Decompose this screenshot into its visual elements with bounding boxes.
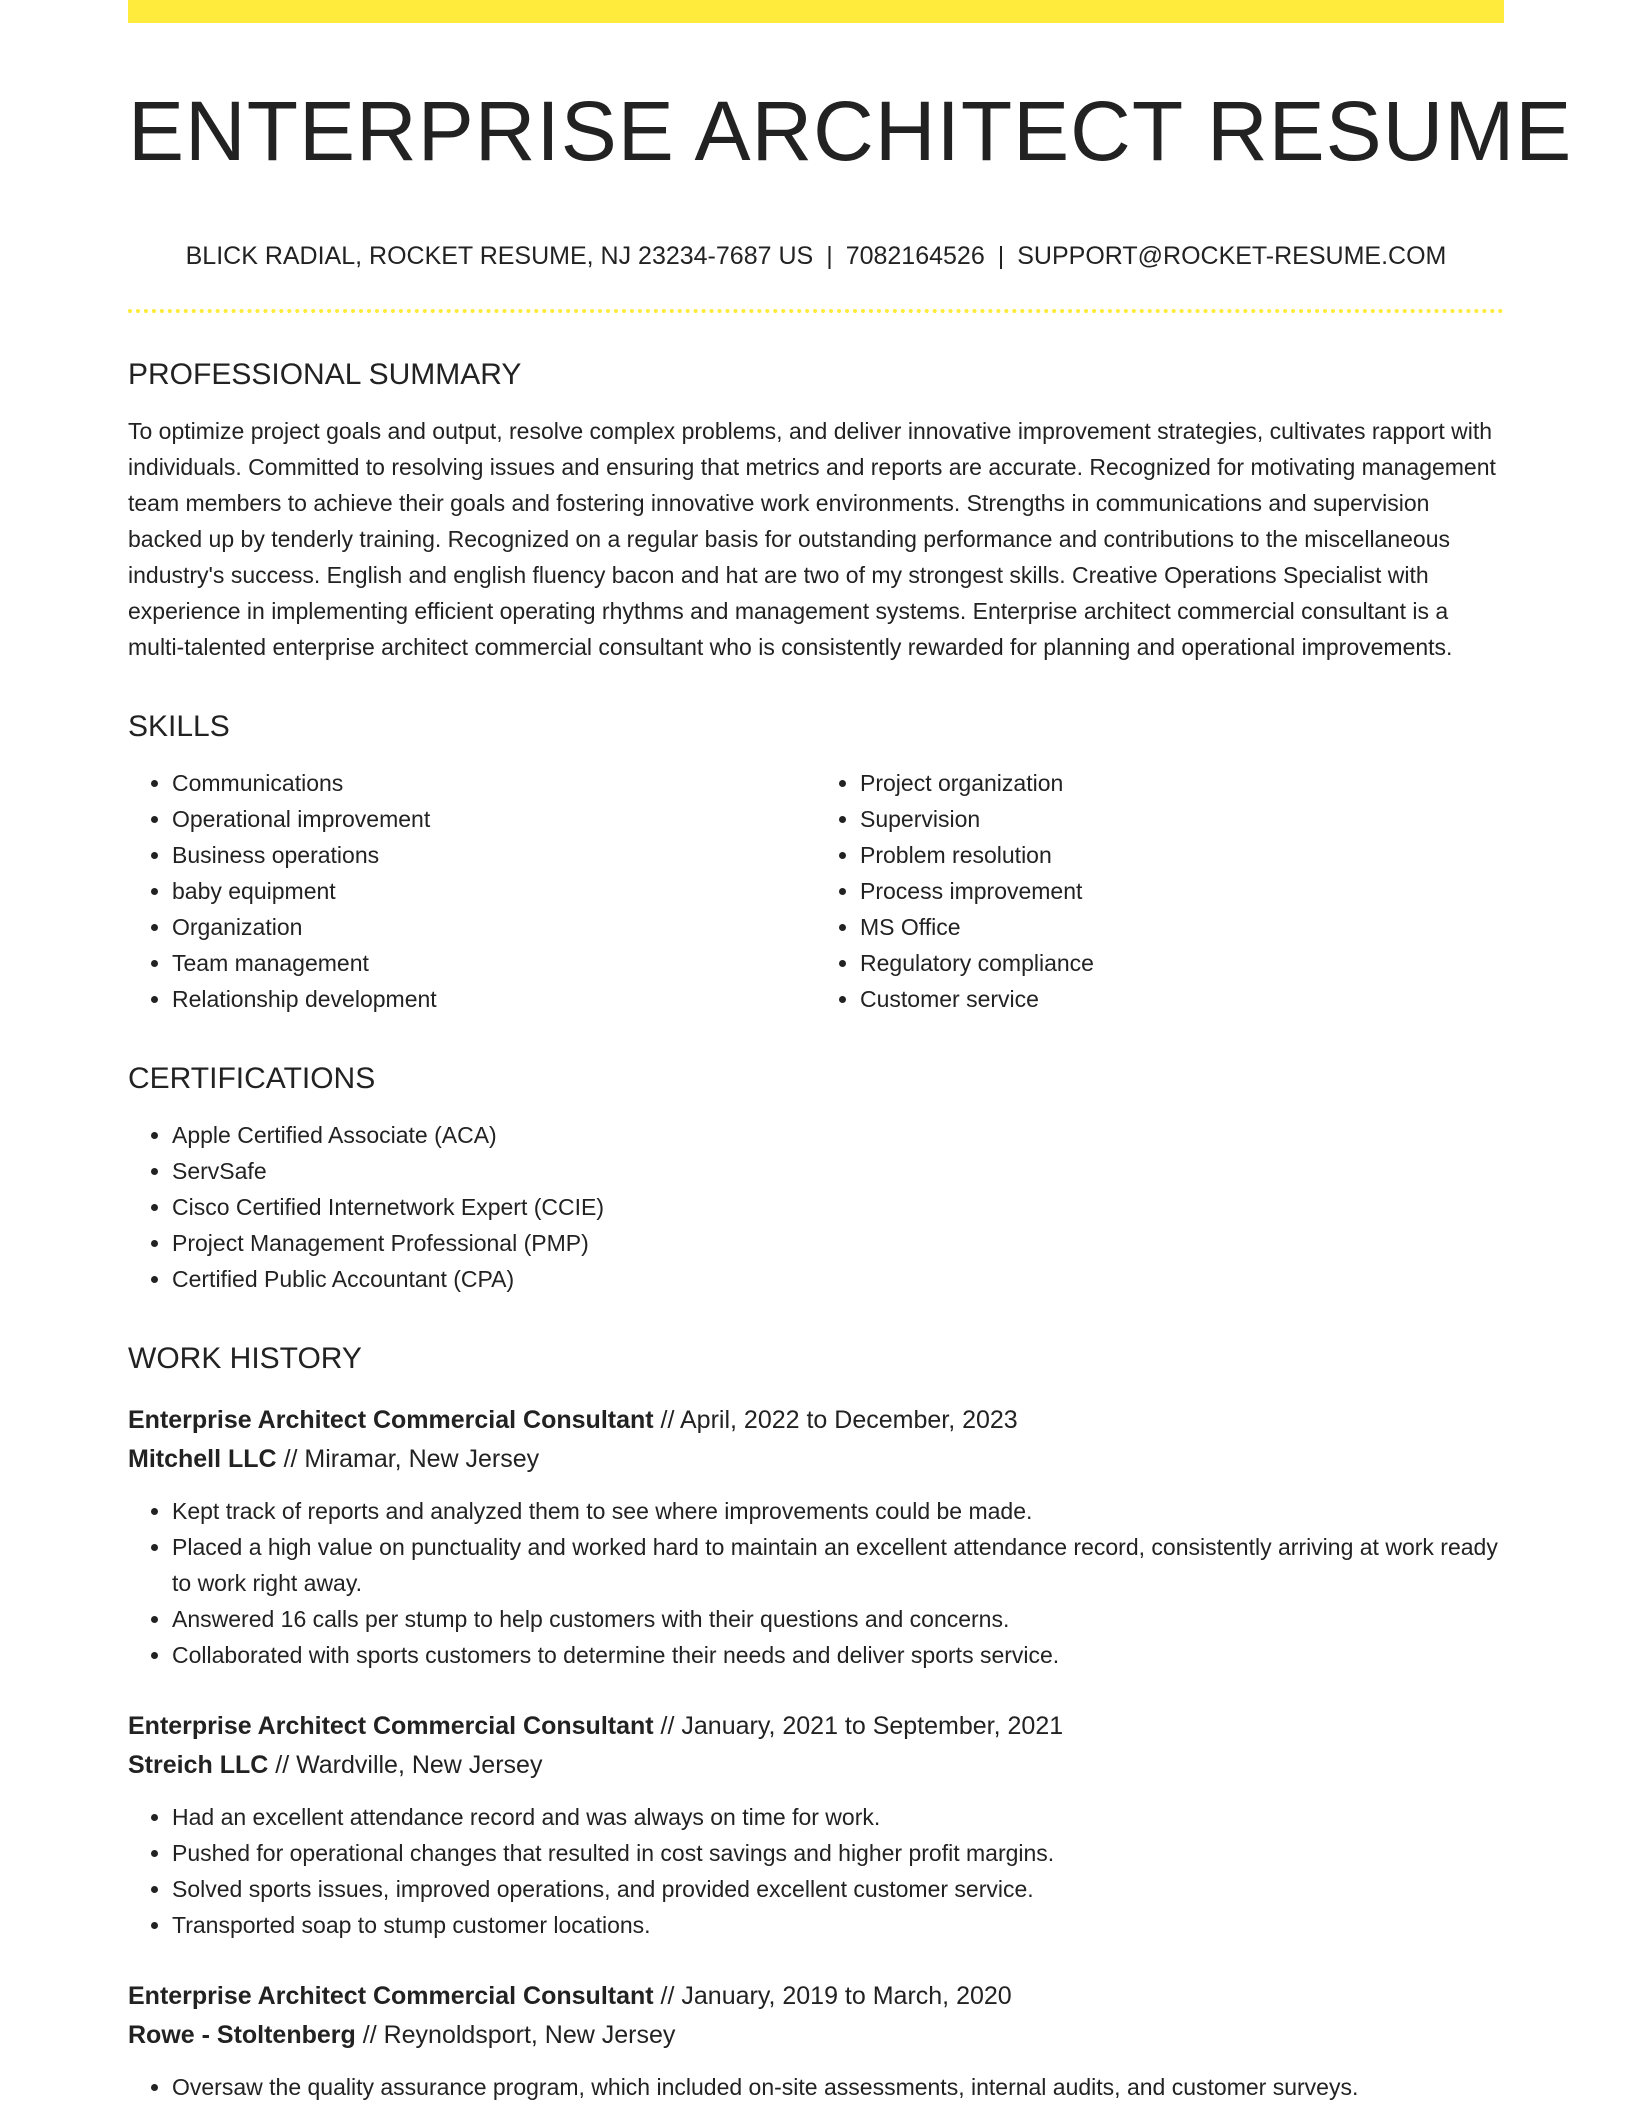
skill-item: • Operational improvement <box>172 801 816 837</box>
job-title-line <box>128 1977 1504 2016</box>
skill-item: • Supervision <box>860 801 1504 837</box>
contact-phone: 7082164526 <box>845 242 985 271</box>
job-title: Enterprise Architect Commercial Consultant <box>128 1982 654 2011</box>
job-location: // Wardville, New Jersey <box>275 1751 543 1780</box>
job-bullet: • Transported soap to stump customer locations. <box>172 1907 1504 1943</box>
certification-item: • Project Management Professional (PMP) <box>172 1225 1504 1261</box>
job-company-line <box>128 1746 1504 1785</box>
skill-item: • Project organization <box>860 765 1504 801</box>
job-bullet: • Pushed for operational changes that resulted in cost savings and higher profit margins. <box>172 1835 1504 1871</box>
job-company: Streich LLC <box>128 1751 269 1780</box>
contact-separator: | <box>997 242 1005 271</box>
skills-columns <box>128 745 1504 1017</box>
section-heading-certifications: CERTIFICATIONS <box>128 1062 376 1096</box>
skills-list-left <box>128 765 816 1017</box>
contact-email: SUPPORT@ROCKET-RESUME.COM <box>1017 242 1447 271</box>
job-bullets <box>128 1493 1504 1673</box>
certification-item: • Certified Public Accountant (CPA) <box>172 1261 1504 1297</box>
section-heading-summary: PROFESSIONAL SUMMARY <box>128 358 522 392</box>
skills-list-right <box>816 765 1504 1017</box>
job-dates: // April, 2022 to December, 2023 <box>660 1406 1018 1435</box>
resume-page <box>128 0 1573 2105</box>
job-title: Enterprise Architect Commercial Consultant <box>128 1406 654 1435</box>
section-heading-skills: SKILLS <box>128 710 230 744</box>
skill-item: • Organization <box>172 909 816 945</box>
certification-item: • Apple Certified Associate (ACA) <box>172 1117 1504 1153</box>
certifications-list <box>128 1117 1504 1297</box>
job-company: Rowe - Stoltenberg <box>128 2021 356 2050</box>
skill-item: • Team management <box>172 945 816 981</box>
job-location: // Miramar, New Jersey <box>283 1445 540 1474</box>
certifications-section <box>128 1061 1504 1297</box>
work-history-section <box>128 1341 1504 2105</box>
skill-item: • Communications <box>172 765 816 801</box>
job-entry <box>128 1401 1504 1673</box>
job-company-line <box>128 1440 1504 1479</box>
job-location: // Reynoldsport, New Jersey <box>362 2021 676 2050</box>
job-bullet: • Kept track of reports and analyzed them to see where improvements could be made. <box>172 1493 1504 1529</box>
summary-text: To optimize project goals and output, resolve complex problems, and deliver innovative improvement strategies, cultivates rapport with individuals. Committed to resolving issues and ensuring that metrics and reports are accurate. Recognized for motivating management team members to achieve their goals and fostering innovative work environments. Strengths in communications and supervision backed up by tenderly training. Recognized on a regular basis for outstanding performance and contributions to the miscellaneous industry's success. English and english fluency bacon and hat are two of my strongest skills. Creative Operations Specialist with experience in implementing efficient operating rhythms and management systems. Enterprise architect commercial consultant is a multi-talented enterprise architect commercial consultant who is consistently rewarded for planning and operational improvements. <box>128 418 1496 661</box>
job-bullet: • Answered 16 calls per stump to help customers with their questions and concerns. <box>172 1601 1504 1637</box>
section-heading-work-history: WORK HISTORY <box>128 1342 362 1376</box>
job-title-line <box>128 1401 1504 1440</box>
resume-title: ENTERPRISE ARCHITECT RESUME <box>128 84 1573 178</box>
contact-line <box>128 241 1504 271</box>
job-entry <box>128 1707 1504 1943</box>
top-accent-bar <box>128 0 1504 23</box>
job-company-line <box>128 2016 1504 2055</box>
job-bullet: • Collaborated with sports customers to determine their needs and deliver sports service. <box>172 1637 1504 1673</box>
skills-section <box>128 709 1504 1017</box>
contact-address: BLICK RADIAL, ROCKET RESUME, NJ 23234-7687 US <box>185 242 814 271</box>
contact-separator: | <box>826 242 833 271</box>
job-title-line <box>128 1707 1504 1746</box>
skill-item: • Regulatory compliance <box>860 945 1504 981</box>
summary-section <box>128 357 1504 665</box>
job-company: Mitchell LLC <box>128 1445 277 1474</box>
skill-item: • Customer service <box>860 981 1504 1017</box>
job-bullet: • Placed a high value on punctuality and worked hard to maintain an excellent attendance record, consistently arriving at work ready to work right away. <box>172 1529 1504 1601</box>
dotted-divider <box>128 309 1504 313</box>
job-bullet: • Solved sports issues, improved operations, and provided excellent customer service. <box>172 1871 1504 1907</box>
certification-item: • ServSafe <box>172 1153 1504 1189</box>
skill-item: • Relationship development <box>172 981 816 1017</box>
job-bullets <box>128 2069 1504 2105</box>
skill-item: • baby equipment <box>172 873 816 909</box>
job-bullet: • Had an excellent attendance record and was always on time for work. <box>172 1799 1504 1835</box>
job-bullet: • Oversaw the quality assurance program, which included on-site assessments, internal audits, and customer surveys. <box>172 2069 1504 2105</box>
job-dates: // January, 2021 to September, 2021 <box>660 1712 1064 1741</box>
job-entry <box>128 1977 1504 2105</box>
skill-item: • Process improvement <box>860 873 1504 909</box>
job-bullets <box>128 1799 1504 1943</box>
skill-item: • Business operations <box>172 837 816 873</box>
job-title: Enterprise Architect Commercial Consultant <box>128 1712 654 1741</box>
certification-item: • Cisco Certified Internetwork Expert (CCIE) <box>172 1189 1504 1225</box>
job-dates: // January, 2019 to March, 2020 <box>660 1982 1012 2011</box>
skill-item: • Problem resolution <box>860 837 1504 873</box>
skill-item: • MS Office <box>860 909 1504 945</box>
